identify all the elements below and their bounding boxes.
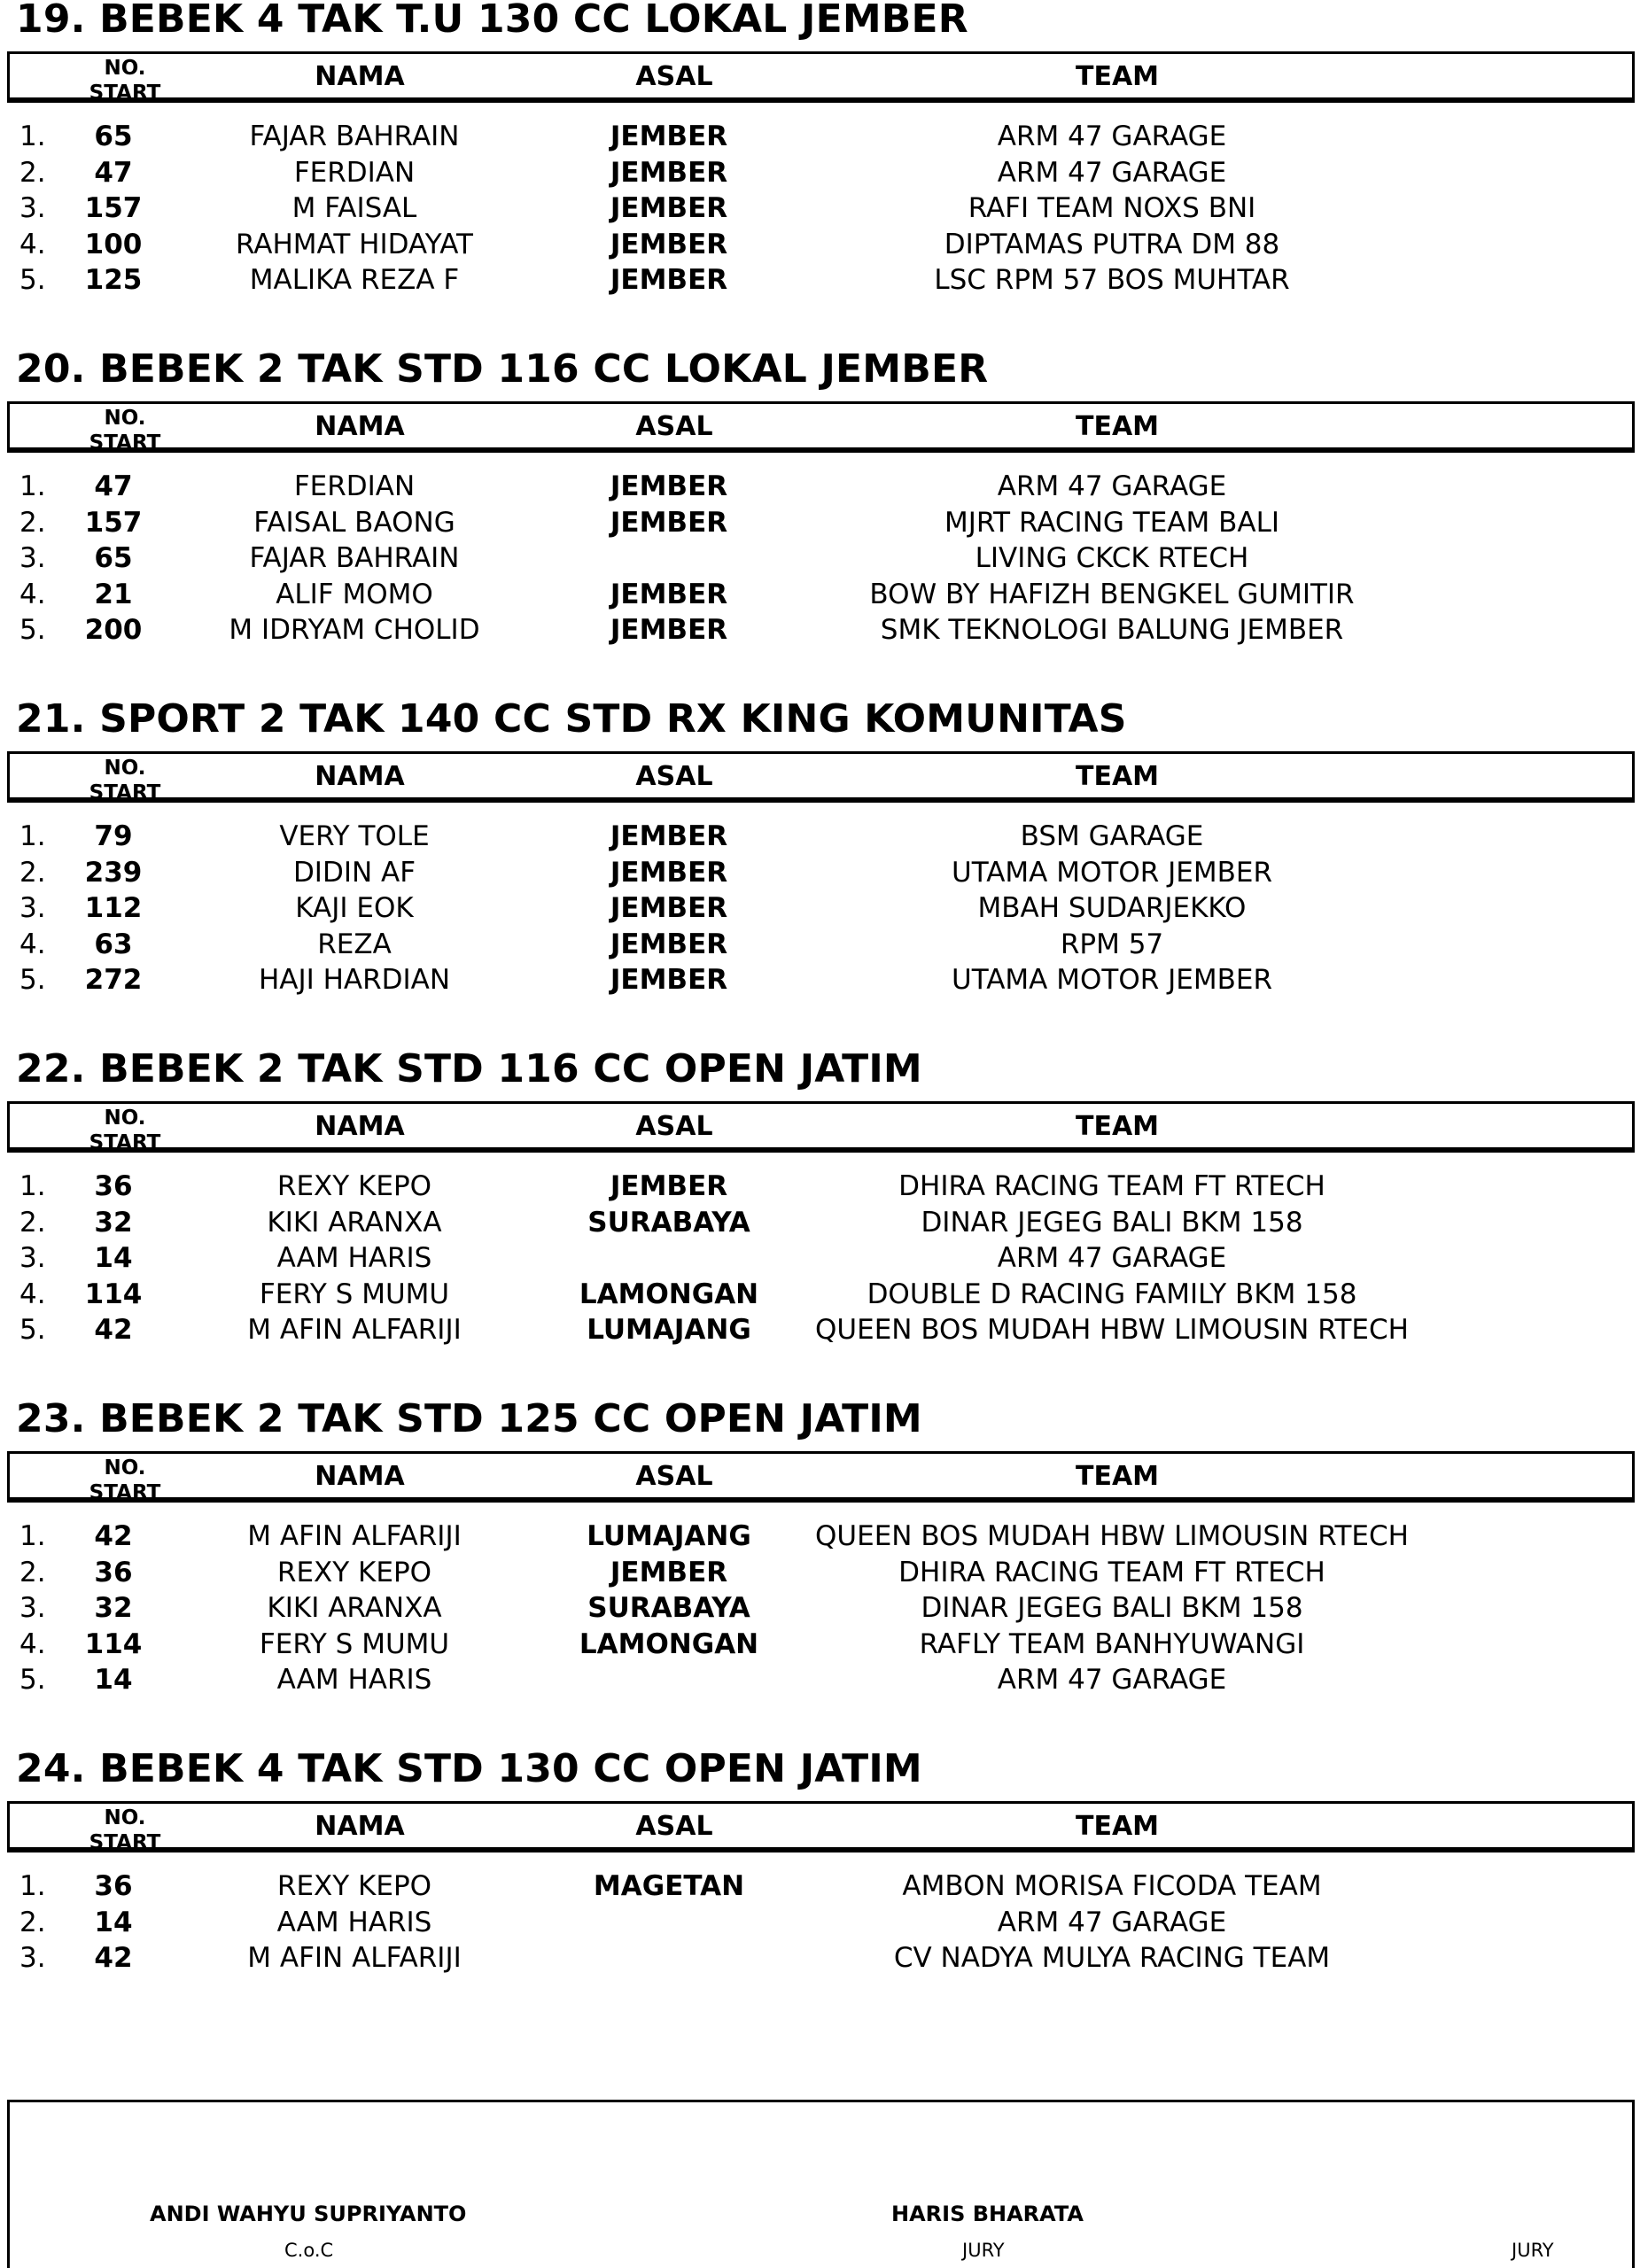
row-start-number: 272 — [84, 964, 143, 996]
header-team: TEAM — [1075, 61, 1160, 92]
row-rank: 4. — [19, 928, 46, 960]
header-no-line1: NO. — [104, 1806, 146, 1829]
row-rider-name: M IDRYAM CHOLID — [229, 614, 480, 646]
row-start-number: 42 — [94, 1520, 133, 1552]
row-rank: 5. — [19, 264, 46, 296]
row-rider-name: M AFIN ALFARIJI — [247, 1942, 462, 1974]
table-row — [0, 1940, 1640, 1976]
row-start-number: 157 — [84, 192, 143, 224]
header-no-start — [76, 1456, 174, 1505]
row-origin: LAMONGAN — [579, 1278, 759, 1310]
row-rank: 2. — [19, 1206, 46, 1239]
table-row — [0, 1277, 1640, 1312]
header-no-line1: NO. — [104, 1456, 146, 1480]
table-row — [0, 262, 1640, 298]
row-start-number: 14 — [94, 1242, 133, 1274]
row-origin: JEMBER — [610, 506, 728, 539]
table-row — [0, 540, 1640, 576]
race-section — [0, 346, 1640, 700]
row-rank: 3. — [19, 892, 46, 924]
table-row — [0, 1590, 1640, 1626]
header-nama: NAMA — [315, 61, 405, 92]
row-origin: JEMBER — [610, 120, 728, 152]
row-start-number: 200 — [84, 614, 143, 646]
row-start-number: 63 — [94, 928, 133, 960]
row-rank: 2. — [19, 1556, 46, 1588]
table-row — [0, 1312, 1640, 1348]
row-rider-name: HAJI HARDIAN — [258, 964, 451, 996]
row-rank: 4. — [19, 1278, 46, 1310]
header-no-line2: START — [89, 1131, 161, 1154]
row-start-number: 14 — [94, 1664, 133, 1696]
header-nama: NAMA — [315, 761, 405, 792]
header-no-start — [76, 756, 174, 805]
row-rider-name: RAHMAT HIDAYAT — [236, 228, 473, 260]
row-rider-name: M AFIN ALFARIJI — [247, 1520, 462, 1552]
row-rider-name: FAJAR BAHRAIN — [249, 120, 460, 152]
row-origin: JEMBER — [610, 156, 728, 189]
row-origin: LUMAJANG — [587, 1520, 751, 1552]
row-team: ARM 47 GARAGE — [997, 470, 1227, 502]
row-rank: 1. — [19, 1870, 46, 1902]
row-team: DIPTAMAS PUTRA DM 88 — [944, 228, 1280, 260]
header-asal: ASAL — [635, 1461, 713, 1492]
table-row — [0, 1662, 1640, 1697]
row-origin: MAGETAN — [593, 1870, 745, 1902]
row-rider-name: KIKI ARANXA — [267, 1592, 442, 1624]
table-row — [0, 155, 1640, 190]
header-team: TEAM — [1075, 1111, 1160, 1142]
row-team: DINAR JEGEG BALI BKM 158 — [921, 1206, 1303, 1239]
row-team: AMBON MORISA FICODA TEAM — [902, 1870, 1322, 1902]
row-team: LIVING CKCK RTECH — [975, 542, 1249, 574]
section-title: 24. BEBEK 4 TAK STD 130 CC OPEN JATIM — [16, 1746, 922, 1791]
row-rider-name: FERY S MUMU — [259, 1278, 450, 1310]
row-start-number: 47 — [94, 156, 133, 189]
header-team: TEAM — [1075, 1461, 1160, 1492]
row-origin: JEMBER — [610, 264, 728, 296]
table-row — [0, 469, 1640, 504]
header-no-line1: NO. — [104, 757, 146, 780]
row-rider-name: FAISAL BAONG — [253, 506, 455, 539]
row-rank: 2. — [19, 156, 46, 189]
row-rank: 2. — [19, 856, 46, 889]
table-row — [0, 927, 1640, 962]
table-row — [0, 190, 1640, 226]
row-origin: JEMBER — [610, 614, 728, 646]
row-origin: JEMBER — [610, 892, 728, 924]
row-rider-name: AAM HARIS — [276, 1906, 432, 1938]
row-team: RAFLY TEAM BANHYUWANGI — [919, 1627, 1305, 1660]
row-rider-name: FERDIAN — [293, 156, 416, 189]
row-start-number: 47 — [94, 470, 133, 502]
row-rider-name: M FAISAL — [291, 192, 417, 224]
header-asal: ASAL — [635, 411, 713, 442]
table-row — [0, 227, 1640, 262]
coc-role: C.o.C — [284, 2240, 334, 2261]
header-asal: ASAL — [635, 61, 713, 92]
row-team: RAFI TEAM NOXS BNI — [968, 192, 1256, 224]
row-rank: 2. — [19, 1906, 46, 1938]
row-rank: 5. — [19, 614, 46, 646]
row-team: ARM 47 GARAGE — [997, 1242, 1227, 1274]
row-rider-name: AAM HARIS — [276, 1664, 432, 1696]
header-no-line2: START — [89, 1831, 161, 1854]
row-team: MBAH SUDARJEKKO — [977, 892, 1247, 924]
table-row — [0, 855, 1640, 890]
row-rider-name: KAJI EOK — [295, 892, 414, 924]
table-row — [0, 119, 1640, 154]
row-rider-name: REXY KEPO — [276, 1170, 432, 1202]
row-team: DHIRA RACING TEAM FT RTECH — [898, 1170, 1325, 1202]
row-team: UTAMA MOTOR JEMBER — [952, 964, 1272, 996]
row-origin: SURABAYA — [587, 1592, 750, 1624]
table-row — [0, 1555, 1640, 1590]
row-start-number: 36 — [94, 1170, 133, 1202]
row-start-number: 157 — [84, 506, 143, 539]
row-team: DOUBLE D RACING FAMILY BKM 158 — [867, 1278, 1357, 1310]
header-no-line2: START — [89, 431, 161, 454]
jury-role: JURY — [962, 2240, 1005, 2261]
header-no-line1: NO. — [104, 407, 146, 430]
row-rank: 3. — [19, 192, 46, 224]
table-header — [7, 751, 1635, 803]
row-rider-name: FERY S MUMU — [259, 1627, 450, 1660]
row-rider-name: MALIKA REZA F — [249, 264, 460, 296]
row-origin: JEMBER — [610, 1170, 728, 1202]
row-team: BSM GARAGE — [1020, 820, 1204, 852]
table-row — [0, 1240, 1640, 1276]
race-section — [0, 1046, 1640, 1400]
row-origin: JEMBER — [610, 856, 728, 889]
row-start-number: 36 — [94, 1556, 133, 1588]
row-team: CV NADYA MULYA RACING TEAM — [893, 1942, 1331, 1974]
row-rider-name: REXY KEPO — [276, 1556, 432, 1588]
header-no-start — [76, 406, 174, 455]
row-origin: JEMBER — [610, 1556, 728, 1588]
table-header — [7, 401, 1635, 453]
row-team: LSC RPM 57 BOS MUHTAR — [934, 264, 1290, 296]
table-row — [0, 1205, 1640, 1240]
row-origin: LUMAJANG — [587, 1314, 751, 1346]
row-rank: 4. — [19, 1627, 46, 1660]
row-rank: 3. — [19, 1592, 46, 1624]
row-rank: 1. — [19, 470, 46, 502]
row-start-number: 112 — [84, 892, 143, 924]
row-rank: 3. — [19, 1942, 46, 1974]
row-rank: 1. — [19, 820, 46, 852]
row-start-number: 114 — [84, 1278, 143, 1310]
header-no-start — [76, 56, 174, 105]
table-header — [7, 1451, 1635, 1503]
header-team: TEAM — [1075, 1811, 1160, 1842]
jury2-role: JURY — [1512, 2240, 1554, 2261]
row-origin: JEMBER — [610, 964, 728, 996]
row-team: DINAR JEGEG BALI BKM 158 — [921, 1592, 1303, 1624]
row-rider-name: M AFIN ALFARIJI — [247, 1314, 462, 1346]
table-row — [0, 577, 1640, 612]
row-start-number: 65 — [94, 120, 133, 152]
header-no-start — [76, 1106, 174, 1155]
table-row — [0, 819, 1640, 854]
coc-name: ANDI WAHYU SUPRIYANTO — [150, 2202, 467, 2226]
row-rider-name: FAJAR BAHRAIN — [249, 542, 460, 574]
row-rider-name: REXY KEPO — [276, 1870, 432, 1902]
section-title: 23. BEBEK 2 TAK STD 125 CC OPEN JATIM — [16, 1396, 922, 1441]
table-row — [0, 505, 1640, 540]
row-rank: 2. — [19, 506, 46, 539]
header-no-line1: NO. — [104, 1107, 146, 1130]
header-no-line2: START — [89, 1481, 161, 1504]
section-title: 19. BEBEK 4 TAK T.U 130 CC LOKAL JEMBER — [16, 0, 968, 42]
row-team: MJRT RACING TEAM BALI — [944, 506, 1279, 539]
table-row — [0, 1518, 1640, 1554]
header-team: TEAM — [1075, 761, 1160, 792]
row-rider-name: AAM HARIS — [276, 1242, 432, 1274]
row-start-number: 21 — [94, 578, 133, 610]
row-rider-name: KIKI ARANXA — [267, 1206, 442, 1239]
row-origin: JEMBER — [610, 928, 728, 960]
row-origin: JEMBER — [610, 820, 728, 852]
row-team: QUEEN BOS MUDAH HBW LIMOUSIN RTECH — [815, 1520, 1409, 1552]
row-start-number: 65 — [94, 542, 133, 574]
row-start-number: 125 — [84, 264, 143, 296]
row-team: DHIRA RACING TEAM FT RTECH — [898, 1556, 1325, 1588]
header-asal: ASAL — [635, 1811, 713, 1842]
race-section — [0, 0, 1640, 350]
row-start-number: 239 — [84, 856, 143, 889]
table-header — [7, 1101, 1635, 1153]
row-team: SMK TEKNOLOGI BALUNG JEMBER — [880, 614, 1344, 646]
row-origin: JEMBER — [610, 578, 728, 610]
table-row — [0, 1627, 1640, 1662]
header-no-start — [76, 1806, 174, 1855]
row-origin: JEMBER — [610, 228, 728, 260]
header-team: TEAM — [1075, 411, 1160, 442]
row-rider-name: FERDIAN — [293, 470, 416, 502]
row-rank: 3. — [19, 1242, 46, 1274]
row-rank: 1. — [19, 1520, 46, 1552]
table-row — [0, 962, 1640, 998]
header-nama: NAMA — [315, 1811, 405, 1842]
header-nama: NAMA — [315, 1111, 405, 1142]
row-rider-name: ALIF MOMO — [276, 578, 433, 610]
row-start-number: 32 — [94, 1206, 133, 1239]
row-rank: 4. — [19, 578, 46, 610]
row-origin: SURABAYA — [587, 1206, 750, 1239]
row-start-number: 32 — [94, 1592, 133, 1624]
row-team: ARM 47 GARAGE — [997, 120, 1227, 152]
header-no-line2: START — [89, 781, 161, 804]
table-row — [0, 1169, 1640, 1204]
table-row — [0, 890, 1640, 926]
table-row — [0, 612, 1640, 648]
row-rider-name: VERY TOLE — [279, 820, 430, 852]
row-team: RPM 57 — [1060, 928, 1164, 960]
row-start-number: 79 — [94, 820, 133, 852]
row-rank: 4. — [19, 228, 46, 260]
row-origin: JEMBER — [610, 470, 728, 502]
header-asal: ASAL — [635, 761, 713, 792]
race-section — [0, 696, 1640, 1050]
row-team: ARM 47 GARAGE — [997, 1906, 1227, 1938]
section-title: 21. SPORT 2 TAK 140 CC STD RX KING KOMUNITAS — [16, 696, 1127, 742]
row-rank: 1. — [19, 1170, 46, 1202]
row-start-number: 42 — [94, 1314, 133, 1346]
race-section — [0, 1396, 1640, 1750]
section-title: 20. BEBEK 2 TAK STD 116 CC LOKAL JEMBER — [16, 346, 989, 392]
header-no-line1: NO. — [104, 57, 146, 80]
row-start-number: 14 — [94, 1906, 133, 1938]
signature-box — [7, 2100, 1635, 2268]
row-start-number: 114 — [84, 1627, 143, 1660]
header-no-line2: START — [89, 82, 161, 105]
table-row — [0, 1905, 1640, 1940]
row-rank: 3. — [19, 542, 46, 574]
jury-name: HARIS BHARATA — [891, 2202, 1084, 2226]
table-row — [0, 1868, 1640, 1904]
row-start-number: 42 — [94, 1942, 133, 1974]
row-team: BOW BY HAFIZH BENGKEL GUMITIR — [869, 578, 1355, 610]
section-title: 22. BEBEK 2 TAK STD 116 CC OPEN JATIM — [16, 1046, 922, 1091]
row-team: ARM 47 GARAGE — [997, 1664, 1227, 1696]
row-start-number: 36 — [94, 1870, 133, 1902]
row-origin: JEMBER — [610, 192, 728, 224]
row-rank: 5. — [19, 964, 46, 996]
race-section — [0, 1746, 1640, 2100]
header-nama: NAMA — [315, 1461, 405, 1492]
row-rider-name: REZA — [317, 928, 392, 960]
row-rank: 1. — [19, 120, 46, 152]
row-team: QUEEN BOS MUDAH HBW LIMOUSIN RTECH — [815, 1314, 1409, 1346]
row-start-number: 100 — [84, 228, 143, 260]
header-asal: ASAL — [635, 1111, 713, 1142]
row-origin: LAMONGAN — [579, 1627, 759, 1660]
row-rank: 5. — [19, 1664, 46, 1696]
row-team: ARM 47 GARAGE — [997, 156, 1227, 189]
header-nama: NAMA — [315, 411, 405, 442]
row-team: UTAMA MOTOR JEMBER — [952, 856, 1272, 889]
row-rider-name: DIDIN AF — [292, 856, 416, 889]
table-header — [7, 1801, 1635, 1852]
table-header — [7, 51, 1635, 103]
row-rank: 5. — [19, 1314, 46, 1346]
